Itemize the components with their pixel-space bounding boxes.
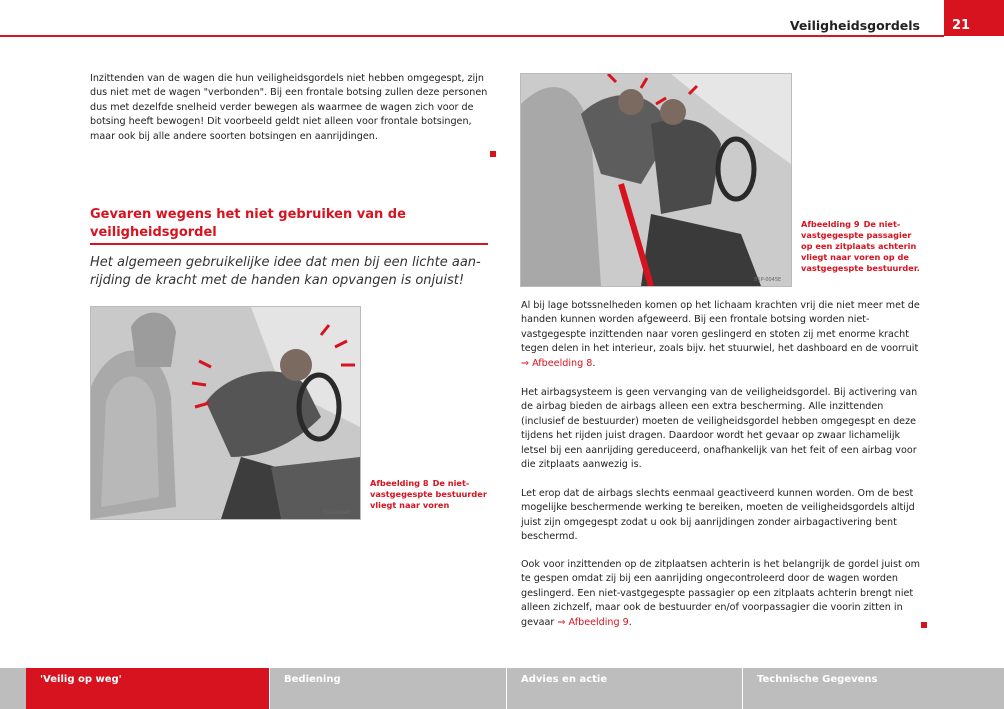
- page-header-title: Veiligheidsgordels: [789, 18, 920, 33]
- paragraph-1-text: Al bij lage botssnelheden komen op het lichaam krachten vrij die niet meer met de handen kunnen worden afgeweerd. Bij een frontale botsing worden niet-vastgegespte inzittenden naar voren geslingerd en stoten zij met enorme kracht tegen delen in het interieur, zoals bijv. het stuurwiel, het dashboard en de voorruit: [521, 300, 920, 355]
- page-number: 21: [944, 0, 1004, 36]
- lead-text: Het algemeen gebruikelijke idee dat men bij een lichte aanrijding de kracht met de handen kan opvangen is onjuist!: [90, 255, 481, 288]
- figure-8-photo: [90, 306, 361, 520]
- end-marker: [490, 151, 496, 157]
- figure-8-caption-number: Afbeelding 8: [370, 478, 429, 488]
- paragraph-4-end: .: [628, 616, 632, 628]
- section-title-line-1: Gevaren wegens het niet gebruiken van de: [90, 207, 406, 222]
- header-rule: [0, 35, 944, 37]
- figure-8-link[interactable]: ⇒ Afbeelding 8: [521, 357, 593, 369]
- footer-tab-advies-en-actie[interactable]: Advies en actie: [521, 674, 608, 685]
- footer-tab-bediening[interactable]: Bediening: [284, 674, 341, 685]
- footer-tab-technische-gegevens[interactable]: Technische Gegevens: [757, 674, 878, 685]
- figure-9-photo-code: B1P-0045E: [754, 277, 782, 283]
- paragraph-1: [521, 299, 921, 371]
- figure-9-link[interactable]: ⇒ Afbeelding 9: [557, 616, 629, 628]
- figure-8-caption: [370, 478, 492, 511]
- paragraph-4: [521, 558, 921, 630]
- end-marker: [921, 622, 927, 628]
- paragraph-2: Het airbagsysteem is geen vervanging van de veiligheidsgordel. Bij activering van de airbag bieden de airbags alleen een extra bescherming. Alle inzittenden (inclusief de bestuurder) moeten de veiligheidsgordel hebben omgegespt en deze tijdens het rijden juist dragen. Daardoor wordt het gevaar op zwaar lichamelijk letsel bij een aanrijding gereduceerd, onafhankelijk van het feit of een airbag voor die zitplaats aanwezig is.: [521, 387, 918, 471]
- paragraph-3: Let erop dat de airbags slechts eenmaal geactiveerd kunnen worden. Om de best mogelijke beschermende werking te bereiken, moeten de veiligheidsgordels altijd juist zijn omgegespt zodat u ook bij aanrijdingen zonder airbagactivering bent beschermd.: [521, 488, 915, 543]
- section-title: [90, 206, 486, 242]
- paragraph-4-text: Ook voor inzittenden op de zitplaatsen achterin is het belangrijk de gordel juist om te gespen omdat zij bij een aanrijding ongecontroleerd door de wagen worden geslingerd. Een niet-vastgegespte passagier op een zitplaats achterin brengt niet alleen zichzelf, maar ook de bestuurder en/of voorpassagier die voorin zitten in gevaar: [521, 559, 920, 628]
- figure-8-caption-text: De niet-vastgegespte bestuurder vliegt naar voren: [370, 478, 487, 510]
- paragraph-1-end: .: [592, 357, 596, 369]
- figure-9-caption-number: Afbeelding 9: [801, 219, 860, 229]
- figure-9-photo: [520, 73, 792, 287]
- section-title-line-2: veiligheidsgordel: [90, 225, 217, 240]
- figure-9-caption-text: De niet-vastgegespte passagier op een zitplaats achterin vliegt naar voren op de vastgegespte bestuurder.: [801, 219, 920, 273]
- section-rule: [90, 243, 488, 245]
- figure-9-caption: [801, 219, 923, 274]
- footer-tab-veilig-op-weg[interactable]: 'Veilig op weg': [26, 668, 269, 709]
- intro-paragraph: Inzittenden van de wagen die hun veiligheidsgordels niet hebben omgegespt, zijn dus niet met de wagen "verbonden". Bij een frontale botsing zullen deze personen dus met dezelfde snelheid verder bewegen als waarmee de wagen zich voor de botsing heeft bewogen! Dit voorbeeld geldt niet alleen voor frontale botsingen, maar ook bij alle andere soorten botsingen en aanrijdingen.: [90, 73, 488, 142]
- figure-8-photo-code: B1P-0044E: [323, 510, 351, 516]
